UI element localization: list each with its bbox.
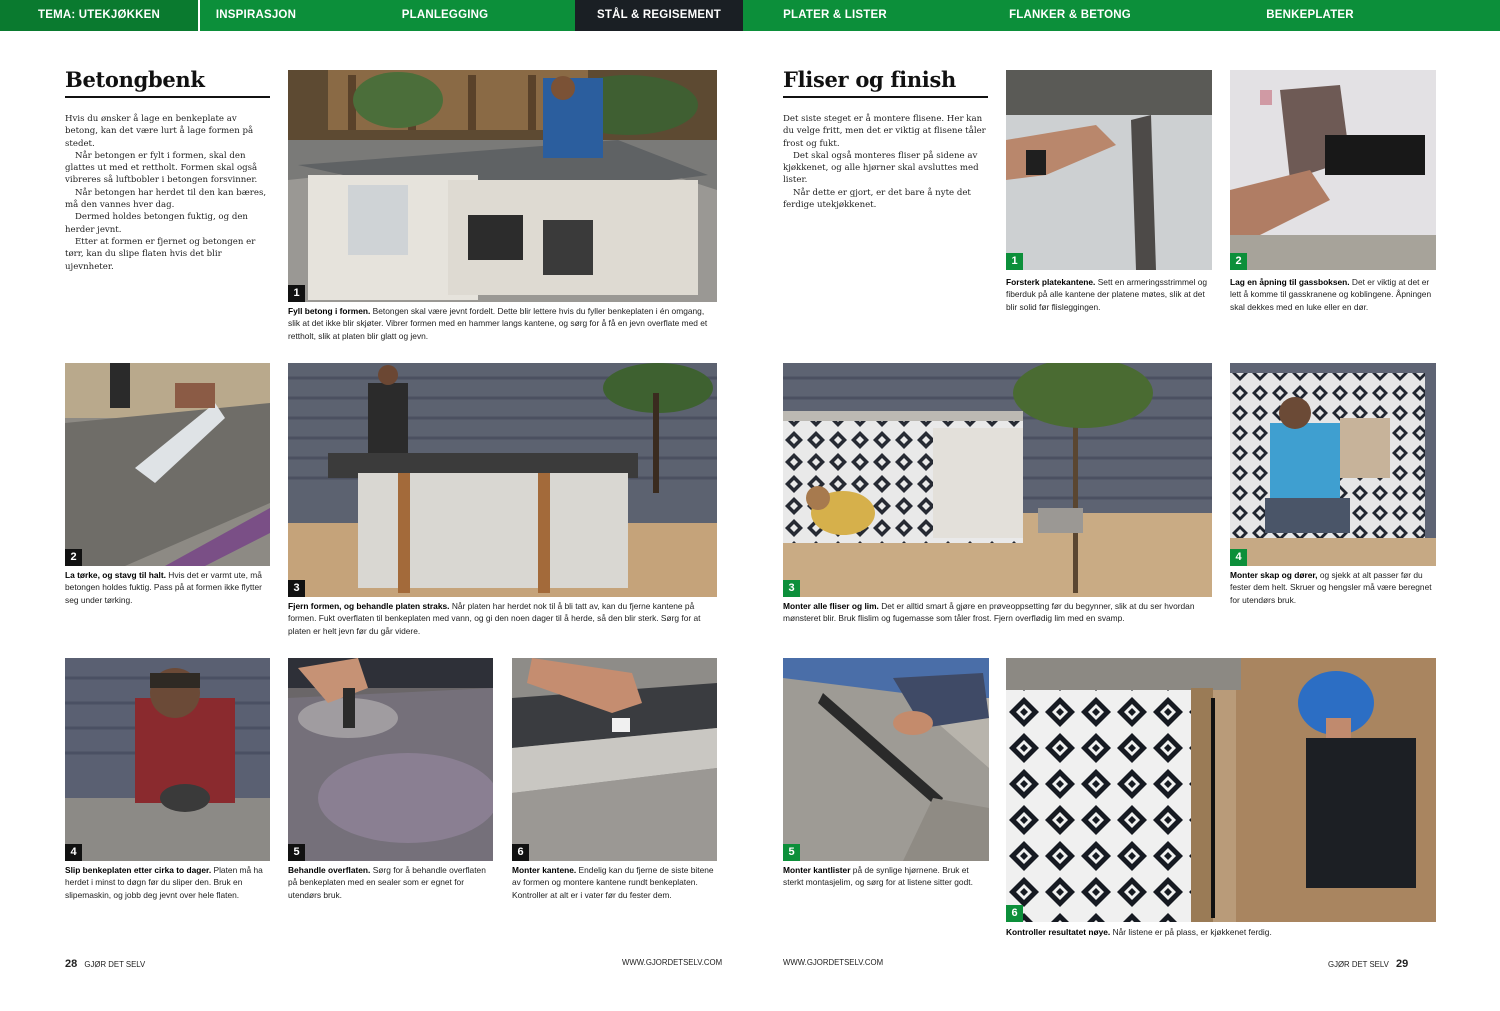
step-number-badge: 6 — [512, 844, 529, 861]
caption-text: på de synlige hjørnene. Bruk et sterkt montasjelim, og sørg for at listene sitter godt. — [783, 865, 973, 888]
caption-text: Hvis det er varmt ute, må betongen holdes fuktig. Pass på at formen ikke flytter seg under tørking. — [65, 570, 262, 605]
caption-step-3-left — [288, 600, 717, 637]
caption-title: Slip benkeplaten etter cirka to dager. — [65, 865, 212, 875]
caption-step-4-left — [65, 864, 270, 901]
caption-title: Monter alle fliser og lim. — [783, 601, 879, 611]
photo-tiled-counter — [783, 363, 1212, 597]
magazine-name: GJØR DET SELV — [1328, 960, 1389, 969]
caption-text: Betongen skal være jevnt fordelt. Dette blir lettere hvis du fyller benkeplaten i én omgang, slik at det ikke blir skjøter. Vibrer formen med en hammer langs kantene, og sørg for å få en jevn overflate med et rettholt, slik at platen blir glatt og jevn. — [288, 306, 708, 341]
photo-pour-concrete — [288, 70, 717, 302]
page-title-betongbenk: Betongbenk — [65, 67, 205, 92]
step-number-badge: 4 — [1230, 549, 1247, 566]
caption-text: Det er viktig at det er lett å komme til gasskranene og koblingene. Åpningen skal dekkes med en luke eller en dør. — [1230, 277, 1432, 312]
caption-title: Fyll betong i formen. — [288, 306, 371, 316]
caption-text: Når listene er på plass, er kjøkkenet ferdig. — [1110, 927, 1272, 937]
caption-step-4-right — [1230, 569, 1436, 606]
intro-paragraph: Når dette er gjort, er det bare å nyte det ferdige utekjøkkenet. — [783, 187, 971, 211]
caption-step-6-left — [512, 864, 717, 901]
caption-title: Lag en åpning til gassboksen. — [1230, 277, 1350, 287]
caption-text: Det er alltid smart å gjøre en prøveoppsetting før du begynner, slik at du ser hvordan mønsteret blir. Bruk flislim og fugemasse som tåler frost. Fjern overflødig lim med en svamp. — [783, 601, 1195, 624]
caption-step-1-left — [288, 305, 717, 342]
photo-edge-mount — [512, 658, 717, 861]
page-title-fliser-og-finish: Fliser og finish — [783, 67, 956, 92]
nav-item-planlegging[interactable]: PLANLEGGING — [401, 9, 489, 21]
intro-text-left — [65, 113, 270, 273]
caption-text: Sørg for å behandle overflaten på benkeplaten med en sealer som er egnet for utendørs bruk. — [288, 865, 486, 900]
nav-bar — [0, 0, 1500, 31]
step-number-badge: 2 — [1230, 253, 1247, 270]
intro-paragraph: Etter at formen er fjernet og betongen er tørr, kan du slipe flaten hvis det blir ujevnheter. — [65, 236, 256, 272]
caption-text: Platen må ha herdet i minst to døgn før du sliper den. Bruk en slipemaskin, og jobb deg jevnt over hele flaten. — [65, 865, 263, 900]
page-number: 29 — [1395, 958, 1409, 970]
caption-step-3-right — [783, 600, 1212, 625]
caption-text: Endelig kan du fjerne de siste bitene av formen og montere kantene rundt benkeplaten. Kontroller at alt er i vater før du fester dem. — [512, 865, 714, 900]
caption-title: Monter kantene. — [512, 865, 577, 875]
step-number-badge: 1 — [1006, 253, 1023, 270]
intro-paragraph: Hvis du ønsker å lage en benkeplate av betong, kan det være lurt å lage formen på stedet. — [65, 114, 254, 149]
photo-mount-cabinet — [1230, 363, 1436, 566]
intro-paragraph: Det siste steget er å montere flisene. Her kan du velge fritt, men det er viktig at flisene tåler frost og fukt. — [783, 114, 986, 149]
nav-item-stal-regisement[interactable]: STÅL & REGISEMENT — [575, 0, 743, 31]
caption-step-6-right — [1006, 926, 1436, 938]
photo-remove-form — [288, 363, 717, 597]
page-number: 28 — [65, 958, 78, 970]
nav-theme-label: TEMA: UTEKJØKKEN — [0, 0, 198, 31]
step-number-badge: 2 — [65, 549, 82, 566]
caption-title: Kontroller resultatet nøye. — [1006, 927, 1111, 937]
magazine-name: GJØR DET SELV — [84, 960, 146, 969]
step-number-badge: 5 — [783, 844, 800, 861]
photo-edge-strips — [783, 658, 989, 861]
step-number-badge: 3 — [783, 580, 800, 597]
intro-paragraph: Dermed holdes betongen fuktig, og den herder jevnt. — [65, 212, 248, 235]
caption-step-2-right — [1230, 276, 1436, 313]
caption-title: Monter kantlister — [783, 865, 851, 875]
caption-title: La tørke, og stavg til halt. — [65, 570, 166, 580]
caption-step-1-right — [1006, 276, 1212, 313]
intro-paragraph: Når betongen har herdet til den kan bæres, må den vannes hver dag. — [65, 187, 267, 211]
photo-sealer — [288, 658, 493, 861]
caption-step-5-right — [783, 864, 989, 889]
caption-title: Behandle overflaten. — [288, 865, 371, 875]
caption-step-5-left — [288, 864, 493, 901]
caption-title: Fjern formen, og behandle platen straks. — [288, 601, 450, 611]
step-number-badge: 1 — [288, 285, 305, 302]
nav-item-inspirasjon[interactable]: INSPIRASJON — [215, 9, 297, 21]
intro-text-right — [783, 113, 988, 211]
heading-rule — [65, 96, 270, 98]
caption-step-2-left — [65, 569, 270, 606]
step-number-badge: 4 — [65, 844, 82, 861]
step-number-badge: 3 — [288, 580, 305, 597]
photo-reinforce-edges — [1006, 70, 1212, 270]
nav-item-flanker-betong[interactable]: FLANKER & BETONG — [1009, 9, 1131, 21]
step-number-badge: 6 — [1006, 905, 1023, 922]
intro-paragraph: Det skal også monteres fliser på sidene av kjøkkenet, og alle hjørner skal avsluttes med lister. — [783, 150, 979, 186]
footer-right — [1328, 958, 1408, 970]
footer-url-left[interactable]: WWW.GJORDETSELV.COM — [622, 958, 723, 967]
heading-rule — [783, 96, 988, 98]
photo-cut-opening — [1230, 70, 1436, 270]
caption-text: og sjekk at alt passer før du fester dem helt. Skruer og hengsler må være beregnet for utendørs bruk. — [1230, 570, 1432, 605]
photo-grinding — [65, 658, 270, 861]
caption-title: Monter skap og dører, — [1230, 570, 1318, 580]
footer-left — [65, 958, 145, 970]
photo-final-inspection — [1006, 658, 1436, 922]
caption-text: Når platen har herdet nok til å bli tatt av, kan du fjerne kantene på formen. Fukt overflaten til benkeplaten med vann, og gi den noen dager til å herde, så den blir sterk. Sørg for at platen er helt jevn før du går videre. — [288, 601, 701, 636]
intro-paragraph: Når betongen er fylt i formen, skal den glattes ut med et rettholt. Formen skal også vibreres så luftbobler i betongen forsvinner. — [65, 150, 258, 186]
caption-text: Sett en armeringsstrimmel og fiberduk på alle kantene der platene møtes, slik at det blir solid før flisleggingen. — [1006, 277, 1208, 312]
nav-item-plater-lister[interactable]: PLATER & LISTER — [783, 9, 887, 21]
step-number-badge: 5 — [288, 844, 305, 861]
photo-trowel — [65, 363, 270, 566]
caption-title: Forsterk platekantene. — [1006, 277, 1096, 287]
nav-item-benkeplater[interactable]: BENKEPLATER — [1266, 9, 1354, 21]
footer-url-right[interactable]: WWW.GJORDETSELV.COM — [783, 958, 884, 967]
